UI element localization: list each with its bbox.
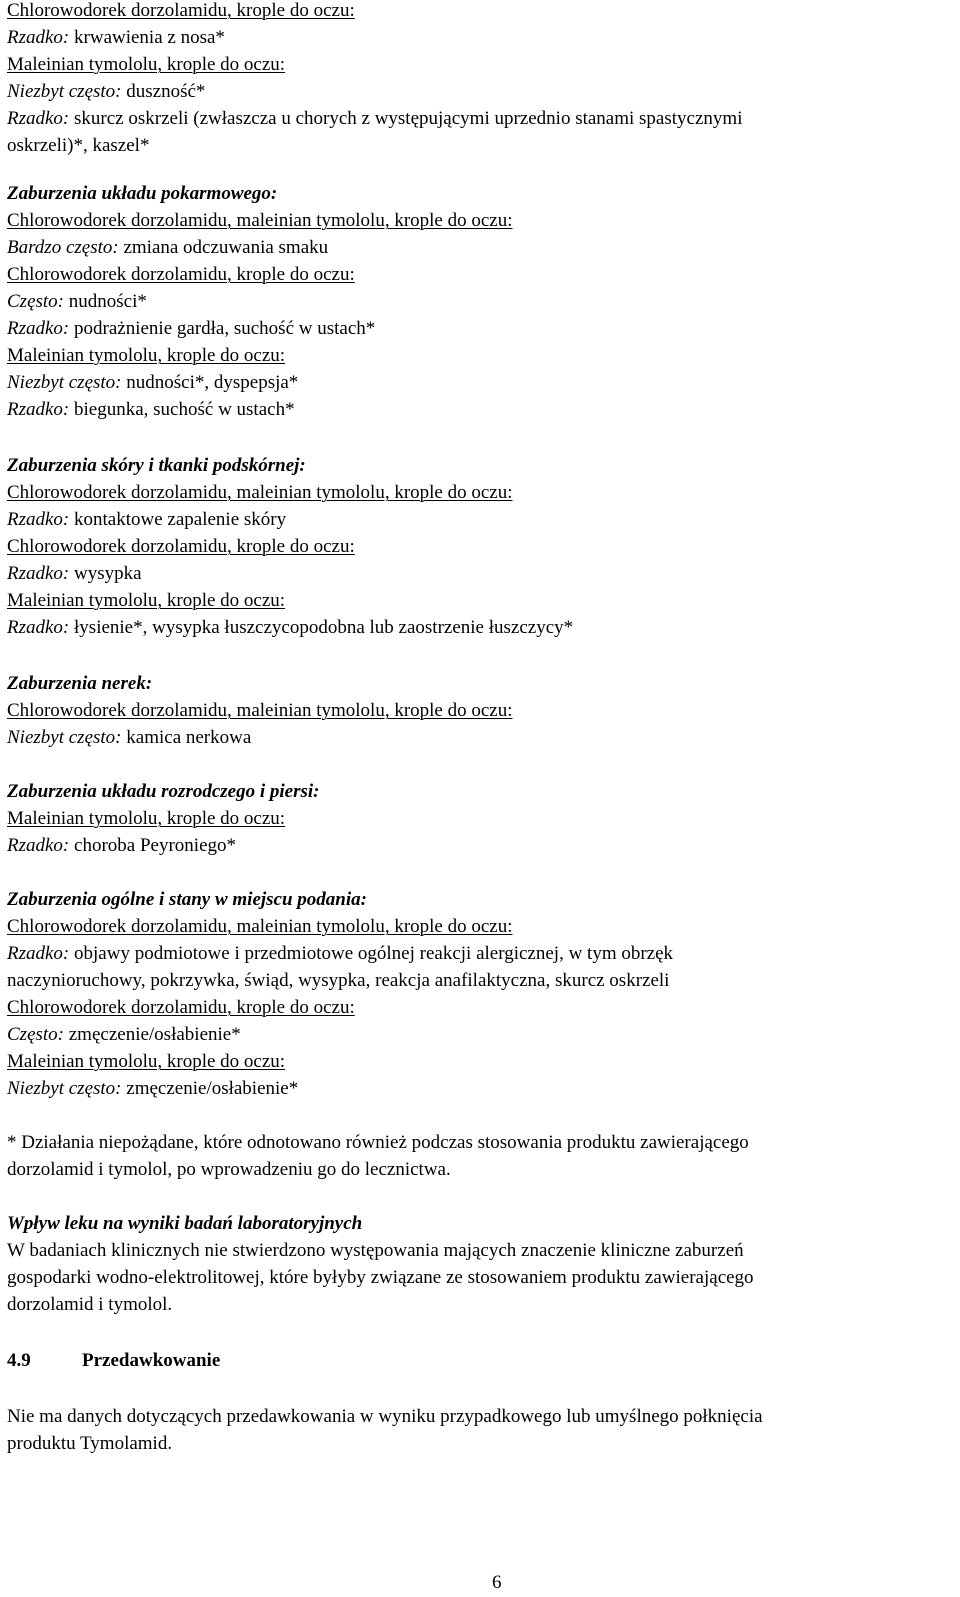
- heading-text: Wpływ leku na wyniki badań laboratoryjnych: [7, 1213, 363, 1234]
- section-heading: [7, 183, 277, 205]
- heading-text: Zaburzenia układu rozrodczego i piersi:: [7, 781, 320, 802]
- line-text: produktu Tymolamid.: [7, 1433, 173, 1454]
- drug-line: [7, 264, 355, 286]
- frequency-label: Bardzo często:: [7, 237, 119, 258]
- frequency-label: Niezbyt często:: [7, 81, 122, 102]
- chapter-heading: [7, 1350, 220, 1372]
- drug-name: Chlorowodorek dorzolamidu, krople do oczu:: [7, 264, 355, 285]
- drug-name: Maleinian tymololu, krople do oczu:: [7, 54, 286, 75]
- drug-name: Chlorowodorek dorzolamidu, krople do oczu:: [7, 997, 355, 1018]
- page-number: 6: [492, 1572, 502, 1593]
- line-text: choroba Peyroniego*: [69, 835, 236, 856]
- frequency-label: Często:: [7, 1024, 64, 1045]
- frequency-label: Rzadko:: [7, 318, 70, 339]
- drug-line: [7, 590, 285, 612]
- line-text: oskrzeli)*, kaszel*: [7, 135, 150, 156]
- frequency-label: Rzadko:: [7, 835, 70, 856]
- drug-line: [7, 916, 513, 938]
- line-text: dorzolamid i tymolol.: [7, 1294, 173, 1315]
- line-text: krwawienia z nosa*: [69, 27, 225, 48]
- line-text: zmęczenie/osłabienie*: [121, 1078, 299, 1099]
- line-text: W badaniach klinicznych nie stwierdzono występowania mających znaczenie kliniczne zaburzeń: [7, 1240, 744, 1261]
- drug-line: [7, 997, 355, 1019]
- line-text: podrażnienie gardła, suchość w ustach*: [69, 318, 376, 339]
- section-heading: [7, 781, 319, 803]
- drug-line: [7, 210, 513, 232]
- frequency-line: [7, 237, 328, 259]
- text-line: [7, 1433, 172, 1455]
- line-text: duszność*: [121, 81, 206, 102]
- text-line: [7, 135, 149, 157]
- frequency-label: Rzadko:: [7, 27, 70, 48]
- section-number: 4.9: [7, 1350, 31, 1371]
- frequency-label: Rzadko:: [7, 108, 70, 129]
- text-line: [7, 1294, 172, 1316]
- frequency-label: Rzadko:: [7, 563, 70, 584]
- frequency-line: [7, 943, 673, 965]
- frequency-label: Rzadko:: [7, 943, 70, 964]
- line-text: zmiana odczuwania smaku: [118, 237, 329, 258]
- line-text: gospodarki wodno-elektrolitowej, które byłyby związane ze stosowaniem produktu zawierającego: [7, 1267, 754, 1288]
- frequency-label: Niezbyt często:: [7, 372, 122, 393]
- heading-text: Zaburzenia układu pokarmowego:: [7, 183, 278, 204]
- drug-line: [7, 808, 285, 830]
- text-line: [7, 1406, 763, 1428]
- frequency-label: Niezbyt często:: [7, 1078, 122, 1099]
- section-title: Przedawkowanie: [82, 1350, 221, 1371]
- drug-name: Chlorowodorek dorzolamidu, krople do oczu:: [7, 536, 355, 557]
- text-line: [7, 1132, 749, 1154]
- line-text: biegunka, suchość w ustach*: [69, 399, 295, 420]
- drug-name: Chlorowodorek dorzolamidu, maleinian tymololu, krople do oczu:: [7, 700, 513, 721]
- text-line: [7, 970, 669, 992]
- frequency-line: [7, 399, 295, 421]
- frequency-label: Rzadko:: [7, 617, 70, 638]
- line-text: Nie ma danych dotyczących przedawkowania w wyniku przypadkowego lub umyślnego połknięcia: [7, 1406, 763, 1427]
- drug-line: [7, 482, 513, 504]
- frequency-line: [7, 81, 205, 103]
- frequency-line: [7, 108, 742, 130]
- frequency-line: [7, 835, 236, 857]
- drug-line: [7, 54, 285, 76]
- line-text: dorzolamid i tymolol, po wprowadzeniu go do lecznictwa.: [7, 1159, 451, 1180]
- line-text: kontaktowe zapalenie skóry: [69, 509, 287, 530]
- drug-name: Maleinian tymololu, krople do oczu:: [7, 1051, 286, 1072]
- line-text: nudności*, dyspepsja*: [121, 372, 299, 393]
- section-heading: [7, 889, 367, 911]
- text-line: [7, 1267, 754, 1289]
- frequency-line: [7, 1078, 298, 1100]
- drug-line: [7, 1051, 285, 1073]
- frequency-line: [7, 372, 298, 394]
- drug-name: Chlorowodorek dorzolamidu, maleinian tymololu, krople do oczu:: [7, 482, 513, 503]
- drug-line: [7, 345, 285, 367]
- frequency-line: [7, 727, 251, 749]
- section-heading: [7, 455, 306, 477]
- heading-text: Zaburzenia skóry i tkanki podskórnej:: [7, 455, 306, 476]
- frequency-label: Często:: [7, 291, 64, 312]
- frequency-line: [7, 1024, 241, 1046]
- frequency-label: Rzadko:: [7, 509, 70, 530]
- drug-name: Maleinian tymololu, krople do oczu:: [7, 345, 286, 366]
- frequency-line: [7, 617, 573, 639]
- frequency-line: [7, 291, 147, 313]
- frequency-line: [7, 27, 225, 49]
- frequency-line: [7, 318, 375, 340]
- line-text: łysienie*, wysypka łuszczycopodobna lub zaostrzenie łuszczycy*: [69, 617, 574, 638]
- heading-text: Zaburzenia ogólne i stany w miejscu podania:: [7, 889, 367, 910]
- line-text: kamica nerkowa: [121, 727, 252, 748]
- line-text: skurcz oskrzeli (zwłaszcza u chorych z występującymi uprzednio stanami spastycznymi: [69, 108, 743, 129]
- frequency-label: Niezbyt często:: [7, 727, 122, 748]
- line-text: naczynioruchowy, pokrzywka, świąd, wysypka, reakcja anafilaktyczna, skurcz oskrzeli: [7, 970, 670, 991]
- drug-line: [7, 536, 355, 558]
- drug-name: Chlorowodorek dorzolamidu, maleinian tymololu, krople do oczu:: [7, 210, 513, 231]
- drug-line: [7, 0, 355, 22]
- line-text: nudności*: [64, 291, 147, 312]
- drug-line: [7, 700, 513, 722]
- line-text: wysypka: [69, 563, 142, 584]
- drug-name: Maleinian tymololu, krople do oczu:: [7, 808, 286, 829]
- section-heading: [7, 673, 152, 695]
- frequency-label: Rzadko:: [7, 399, 70, 420]
- text-line: [7, 1240, 744, 1262]
- line-text: zmęczenie/osłabienie*: [64, 1024, 241, 1045]
- heading-text: Zaburzenia nerek:: [7, 673, 153, 694]
- section-heading: [7, 1213, 362, 1235]
- frequency-line: [7, 509, 286, 531]
- line-text: * Działania niepożądane, które odnotowano również podczas stosowania produktu zawierającego: [7, 1132, 749, 1153]
- text-line: [7, 1159, 451, 1181]
- drug-name: Chlorowodorek dorzolamidu, maleinian tymololu, krople do oczu:: [7, 916, 513, 937]
- drug-name: Chlorowodorek dorzolamidu, krople do oczu:: [7, 0, 355, 21]
- drug-name: Maleinian tymololu, krople do oczu:: [7, 590, 286, 611]
- frequency-line: [7, 563, 142, 585]
- line-text: objawy podmiotowe i przedmiotowe ogólnej reakcji alergicznej, w tym obrzęk: [69, 943, 674, 964]
